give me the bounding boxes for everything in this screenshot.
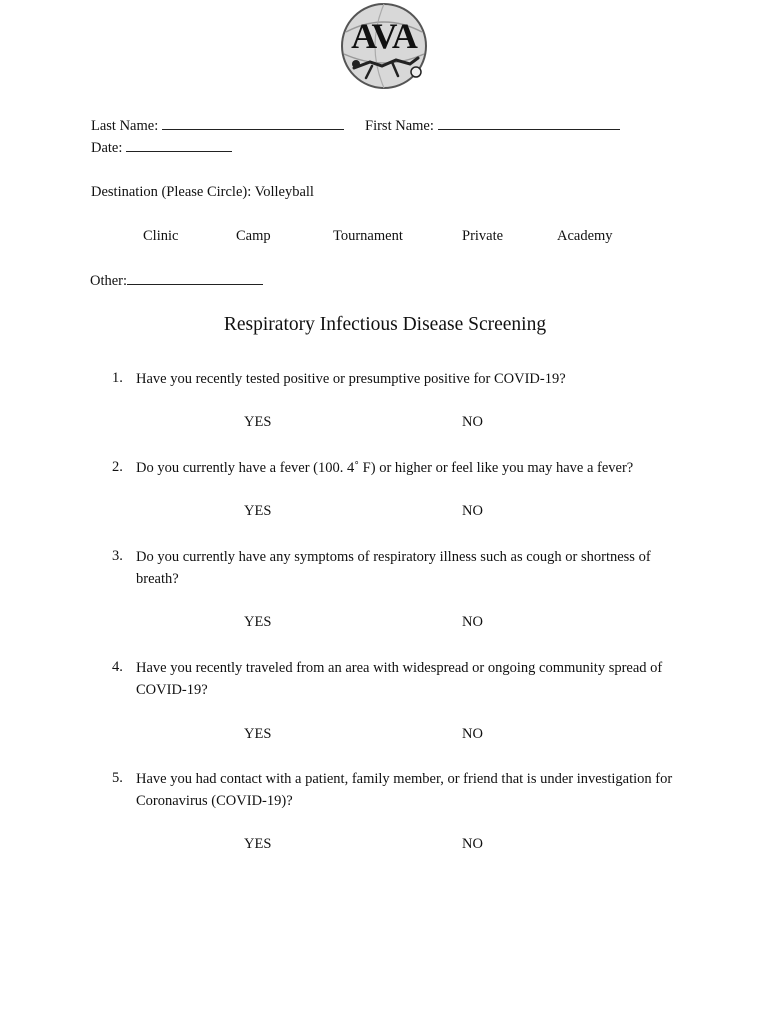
last-name-line[interactable] xyxy=(162,117,344,130)
last-name-field[interactable] xyxy=(91,117,344,135)
destination-label: Destination (Please Circle): Volleyball xyxy=(91,184,314,200)
question-number: 5. xyxy=(112,770,123,786)
other-field[interactable] xyxy=(90,272,263,290)
date-label: Date: xyxy=(91,140,123,156)
answer-no[interactable]: NO xyxy=(462,414,483,430)
question-number: 1. xyxy=(112,370,123,386)
question-number: 3. xyxy=(112,548,123,564)
answer-yes[interactable]: YES xyxy=(244,414,272,430)
question-text: Have you recently tested positive or presumptive positive for COVID-19? xyxy=(136,371,566,387)
date-field[interactable] xyxy=(91,139,232,157)
destination-option-academy[interactable]: Academy xyxy=(557,228,613,244)
destination-option-tournament[interactable]: Tournament xyxy=(333,228,403,244)
answer-yes[interactable]: YES xyxy=(244,614,272,630)
other-label: Other: xyxy=(90,273,128,289)
question-text: Have you had contact with a patient, family member, or friend that is under investigation for Coronavirus (COVID-19)? xyxy=(136,771,673,809)
first-name-line[interactable] xyxy=(438,117,620,130)
answer-no[interactable]: NO xyxy=(462,614,483,630)
question-number: 4. xyxy=(112,659,123,675)
destination-option-private[interactable]: Private xyxy=(462,228,504,244)
volleyball-player-logo-icon xyxy=(336,2,432,92)
answer-yes[interactable]: YES xyxy=(244,836,272,852)
question-text: Do you currently have a fever (100. 4˚ F) or higher or feel like you may have a fever? xyxy=(136,460,634,476)
question-text: Do you currently have any symptoms of respiratory illness such as cough or shortness of breath? xyxy=(136,549,651,587)
form-title: Respiratory Infectious Disease Screening xyxy=(223,314,547,335)
answer-no[interactable]: NO xyxy=(462,836,483,852)
destination-option-clinic[interactable]: Clinic xyxy=(143,228,179,244)
svg-text:AVA: AVA xyxy=(351,16,417,56)
first-name-label: First Name: xyxy=(365,118,434,134)
other-line[interactable] xyxy=(127,272,263,285)
last-name-label: Last Name: xyxy=(91,118,159,134)
destination-option-camp[interactable]: Camp xyxy=(236,228,271,244)
ava-logo xyxy=(336,2,432,92)
answer-yes[interactable]: YES xyxy=(244,726,272,742)
first-name-field[interactable] xyxy=(365,117,620,135)
question-number: 2. xyxy=(112,459,123,475)
answer-yes[interactable]: YES xyxy=(244,503,272,519)
question-text: Have you recently traveled from an area with widespread or ongoing community spread of COVID-19? xyxy=(136,660,663,698)
answer-no[interactable]: NO xyxy=(462,503,483,519)
date-line[interactable] xyxy=(126,139,232,152)
answer-no[interactable]: NO xyxy=(462,726,483,742)
